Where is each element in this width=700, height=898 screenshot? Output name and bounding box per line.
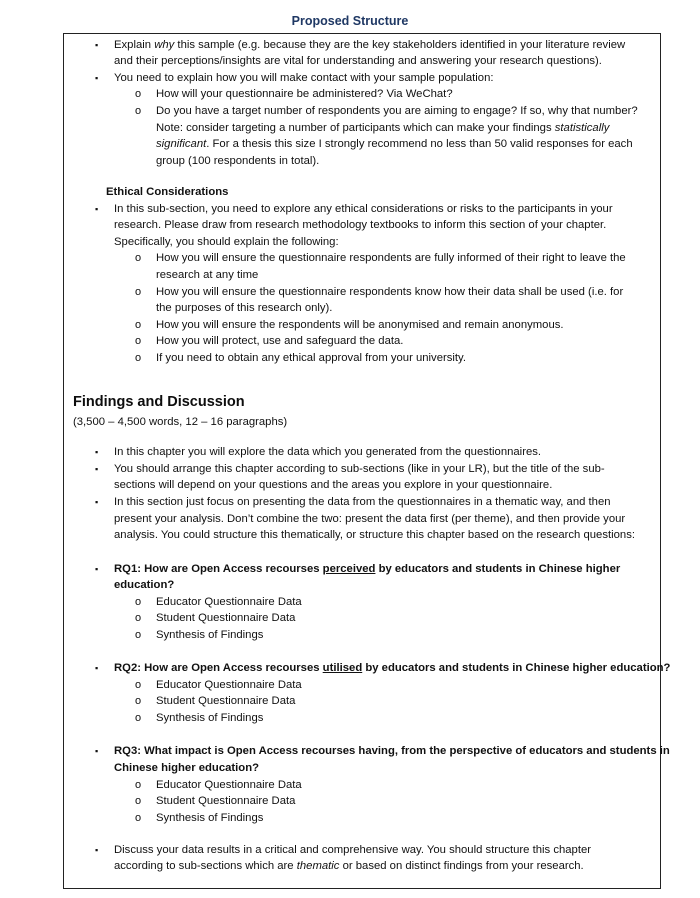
- sub-bullet: o: [135, 105, 142, 117]
- sub-bullet: o: [135, 679, 142, 691]
- discuss-bullet-cont: according to sub-sections which are thematic or based on distinct findings from your research.: [114, 860, 584, 872]
- ethics-bullet-cont: Specifically, you should explain the following:: [114, 236, 339, 248]
- rq2-student: Student Questionnaire Data: [156, 695, 296, 707]
- rq1-heading: RQ1: How are Open Access recourses perceived by educators and students in Chinese higher: [114, 563, 621, 575]
- bullet: ▪: [95, 497, 99, 507]
- bullet: ▪: [95, 447, 99, 457]
- rq3-heading-cont: Chinese higher education?: [114, 762, 259, 774]
- ethics-bullet: In this sub-section, you need to explore any ethical considerations or risks to the participants in your: [114, 203, 613, 215]
- sample-bullet-2: You need to explain how you will make contact with your sample population:: [114, 72, 494, 84]
- sub-bullet: o: [135, 629, 142, 641]
- findings-bullet-3: In this section just focus on presenting the data from the questionnaires in a thematic way, and then: [114, 496, 611, 508]
- sample-sub-2-cont: group (100 respondents in total).: [156, 155, 320, 167]
- findings-bullet-1: In this chapter you will explore the data which you generated from the questionnaires.: [114, 446, 542, 458]
- rq2-heading: RQ2: How are Open Access recourses utilised by educators and students in Chinese higher education?: [114, 662, 671, 674]
- rq1-educator: Educator Questionnaire Data: [156, 596, 302, 608]
- sub-bullet: o: [135, 695, 142, 707]
- ethics-sub-2-cont: the purposes of this research only).: [156, 302, 333, 314]
- bullet: ▪: [95, 40, 99, 50]
- rq3-synthesis: Synthesis of Findings: [156, 812, 264, 824]
- ethics-bullet-cont: research. Please draw from research methodology textbooks to inform this section of your chapter.: [114, 219, 607, 231]
- bullet: ▪: [95, 746, 99, 756]
- sub-bullet: o: [135, 286, 142, 298]
- findings-bullet-3-cont: present your analysis. Don’t combine the two: present the data first (per theme), and then provide your: [114, 513, 626, 525]
- word-count: (3,500 – 4,500 words, 12 – 16 paragraphs): [73, 416, 288, 428]
- sub-bullet: o: [135, 712, 142, 724]
- rq3-heading: RQ3: What impact is Open Access recourses having, from the perspective of educators and students in: [114, 745, 670, 757]
- sample-sub-2-cont: significant. For a thesis this size I strongly recommend no less than 50 valid responses for each: [156, 138, 633, 150]
- sub-bullet: o: [135, 352, 142, 364]
- discuss-bullet: Discuss your data results in a critical and comprehensive way. You should structure this chapter: [114, 844, 592, 856]
- rq3-student: Student Questionnaire Data: [156, 795, 296, 807]
- rq2-synthesis: Synthesis of Findings: [156, 712, 264, 724]
- sub-bullet: o: [135, 596, 142, 608]
- ethics-heading: Ethical Considerations: [106, 186, 229, 198]
- rq3-educator: Educator Questionnaire Data: [156, 779, 302, 791]
- bullet: ▪: [95, 204, 99, 214]
- sample-sub-2-cont: Note: consider targeting a number of participants which can make your findings statistically: [156, 122, 610, 134]
- sub-bullet: o: [135, 612, 142, 624]
- sub-bullet: o: [135, 319, 142, 331]
- sample-sub-2: Do you have a target number of respondents you are aiming to engage? If so, why that number?: [156, 105, 638, 117]
- bullet: ▪: [95, 73, 99, 83]
- sub-bullet: o: [135, 779, 142, 791]
- sample-bullet-1: Explain why this sample (e.g. because they are the key stakeholders identified in your literature review: [114, 39, 626, 51]
- rq2-educator: Educator Questionnaire Data: [156, 679, 302, 691]
- ethics-sub-2: How you will ensure the questionnaire respondents know how their data shall be used (i.e. for: [156, 286, 624, 298]
- sample-bullet-1-cont: and their perceptions/insights are vital for understanding and answering your research questions).: [114, 55, 602, 67]
- findings-bullet-3-cont: analysis. You could structure this thematically, or structure this chapter based on the research questions:: [114, 529, 635, 541]
- sub-bullet: o: [135, 88, 142, 100]
- sample-sub-1: How will your questionnaire be administered? Via WeChat?: [156, 88, 453, 100]
- findings-bullet-2: You should arrange this chapter according to sub-sections (like in your LR), but the title of the sub-: [114, 463, 605, 475]
- bullet: ▪: [95, 663, 99, 673]
- page-title: Proposed Structure: [291, 14, 409, 28]
- sub-bullet: o: [135, 812, 142, 824]
- bullet: ▪: [95, 564, 99, 574]
- ethics-sub-1: How you will ensure the questionnaire respondents are fully informed of their right to leave the: [156, 252, 626, 264]
- ethics-sub-3: How you will ensure the respondents will be anonymised and remain anonymous.: [156, 319, 564, 331]
- sub-bullet: o: [135, 335, 142, 347]
- ethics-sub-1-cont: research at any time: [156, 269, 259, 281]
- findings-bullet-2-cont: sections will depend on your questions and the areas you explore in your questionnaire.: [114, 479, 553, 491]
- sub-bullet: o: [135, 252, 142, 264]
- rq1-student: Student Questionnaire Data: [156, 612, 296, 624]
- findings-heading: Findings and Discussion: [73, 394, 245, 410]
- rq1-synthesis: Synthesis of Findings: [156, 629, 264, 641]
- bullet: ▪: [95, 464, 99, 474]
- sub-bullet: o: [135, 795, 142, 807]
- ethics-sub-4: How you will protect, use and safeguard the data.: [156, 335, 404, 347]
- rq1-heading-cont: education?: [114, 579, 175, 591]
- ethics-sub-5: If you need to obtain any ethical approval from your university.: [156, 352, 466, 364]
- bullet: ▪: [95, 845, 99, 855]
